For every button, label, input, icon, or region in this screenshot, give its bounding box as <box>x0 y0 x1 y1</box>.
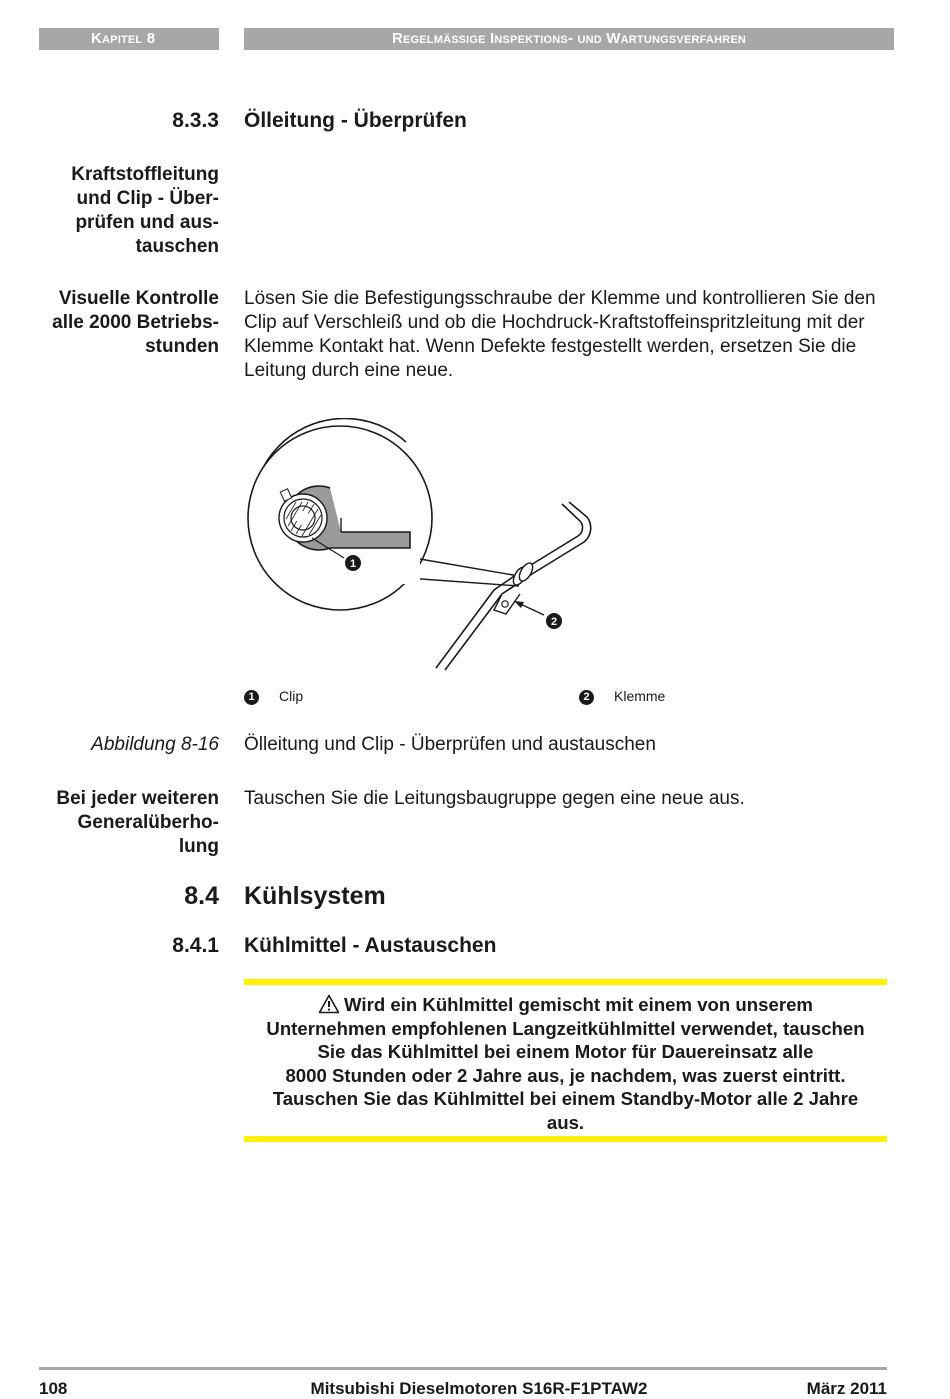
paragraph-generalueberholung: Tauschen Sie die Leitungsbaugruppe gegen eine neue aus. <box>244 788 745 809</box>
warning-line-2: Unternehmen empfohlenen Langzeitkühlmittel verwendet, tauschen <box>266 1017 865 1039</box>
header-section-title: Regelmäßige Inspektions- und Wartungsverfahren <box>244 28 894 50</box>
footer-date: März 2011 <box>806 1379 887 1398</box>
warning-line-3: Sie das Kühlmittel bei einem Motor für Dauereinsatz alle <box>317 1041 814 1062</box>
warning-line-5: Tauschen Sie das Kühlmittel bei einem Standby-Motor alle 2 Jahre <box>272 1088 859 1109</box>
section-title-84: Kühlsystem <box>244 882 386 910</box>
legend-text-clip: Clip <box>279 688 304 704</box>
legend-item-klemme <box>579 686 665 706</box>
footer-document-title: Mitsubishi Dieselmotoren S16R-F1PTAW2 <box>310 1379 648 1398</box>
header-chapter: Kapitel 8 <box>39 28 219 50</box>
legend-number-2: 2 <box>579 690 594 705</box>
fuel-line-clip-illustration <box>244 418 604 676</box>
section-number-84: 8.4 <box>184 882 219 910</box>
figure-caption: Ölleitung und Clip - Überprüfen und austauschen <box>244 734 656 755</box>
section-title-833: Ölleitung - Überprüfen <box>244 109 467 132</box>
side-label-visuelle-kontrolle: Visuelle Kontrolle alle 2000 Betriebs- stunden <box>52 288 219 357</box>
warning-box <box>244 979 887 1142</box>
warning-line-1: Wird ein Kühlmittel gemischt mit einem von unserem <box>244 993 887 1017</box>
figure-label: Abbildung 8-16 <box>91 734 219 755</box>
side-label-generalueberholung: Bei jeder weiteren Generalüberho- lung <box>56 788 219 857</box>
section-number-833: 8.3.3 <box>172 109 219 132</box>
section-number-841: 8.4.1 <box>172 934 219 957</box>
warning-line-6: aus. <box>546 1111 585 1133</box>
warning-line-4: 8000 Stunden oder 2 Jahre aus, je nachdem, was zuerst eintritt. <box>285 1064 846 1086</box>
footer-divider <box>39 1367 887 1370</box>
legend-text-klemme: Klemme <box>614 688 666 704</box>
footer-page-number: 108 <box>39 1379 68 1398</box>
warning-triangle-icon <box>318 994 340 1014</box>
legend-number-1: 1 <box>244 690 259 705</box>
callout-2-number: 2 <box>550 616 558 628</box>
callout-1-number: 1 <box>349 558 357 570</box>
side-label-kraftstoffleitung: Kraftstoffleitung und Clip - Über- prüfen und aus- tauschen <box>71 164 219 257</box>
paragraph-visuelle-kontrolle: Lösen Sie die Befestigungsschraube der Klemme und kontrollieren Sie den Clip auf Verschleiß und ob die Hochdruck-Kraftstoffeinspritzleitung mit der Klemme Kontakt hat. Wenn Defekte festgestellt werden, ersetzen Sie die Leitung durch eine neue. <box>244 288 876 381</box>
section-title-841: Kühlmittel - Austauschen <box>244 934 497 957</box>
legend-item-clip <box>244 686 303 706</box>
